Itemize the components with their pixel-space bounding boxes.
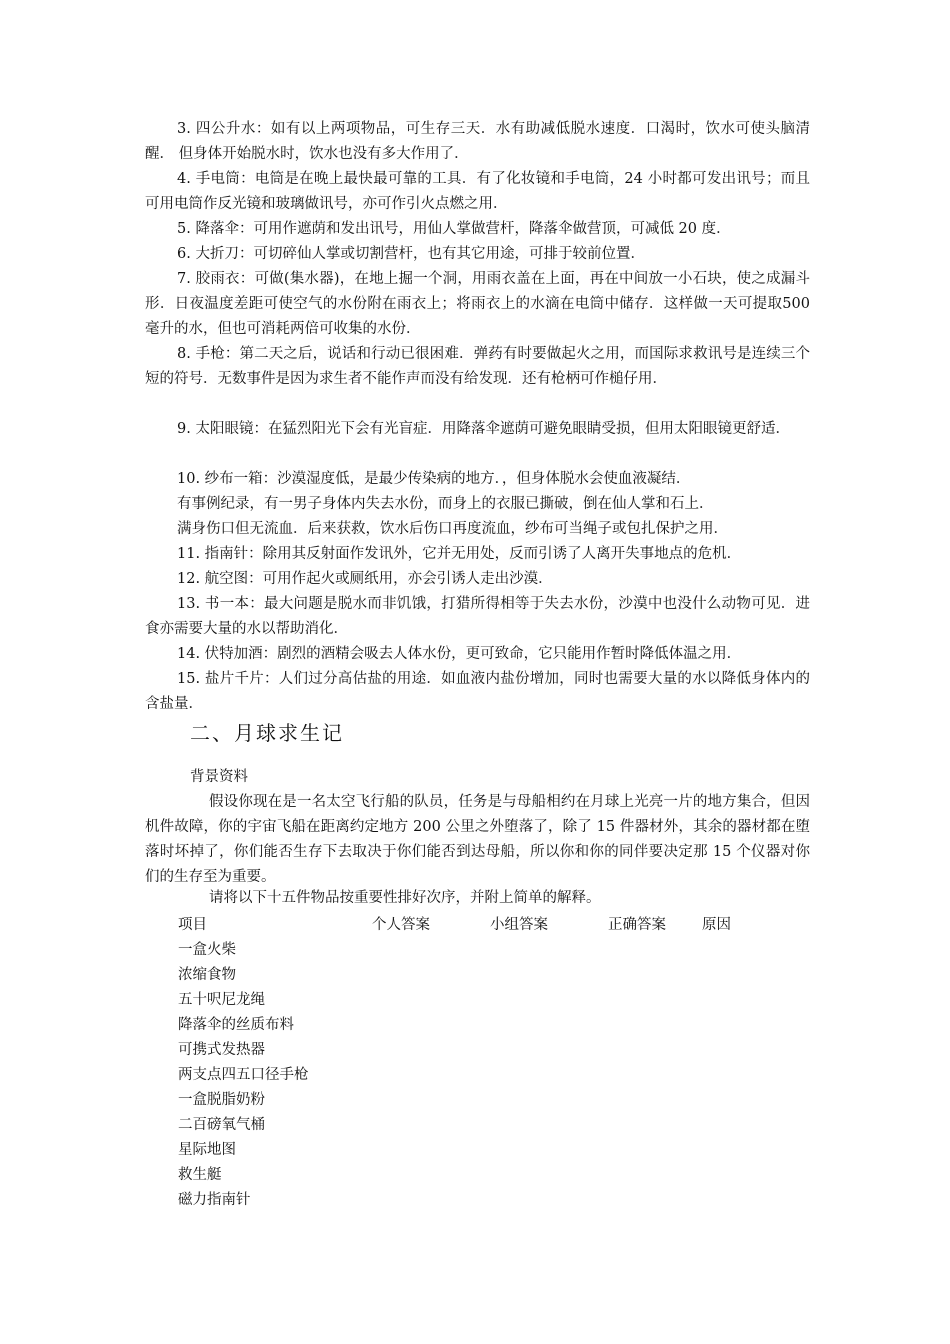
list-item: 磁力指南针	[178, 1192, 251, 1208]
list-item: 浓缩食物	[178, 967, 236, 983]
paragraph-item-5: 5. 降落伞：可用作遮荫和发出讯号，用仙人掌做营杆，降落伞做营顶，可减低 20 度．	[177, 221, 731, 237]
list-item: 可携式发热器	[178, 1042, 265, 1058]
paragraph-item-10-case-cont: 满身伤口但无流血．后来获救，饮水后伤口再度流血，纱布可当绳子或包扎保护之用．	[177, 521, 728, 537]
paragraph-item-9: 9. 太阳眼镜：在猛烈阳光下会有光盲症．用降落伞遮荫可避免眼睛受损，但用太阳眼镜更舒适．	[177, 421, 790, 437]
list-item: 一盒脱脂奶粉	[178, 1092, 265, 1108]
item-list	[178, 938, 309, 1213]
paragraph-item-15: 15. 盐片千片：人们过分高估盐的用途．如血液内盐份增加，同时也需要大量的水以降低身体内的含盐量．	[145, 671, 810, 712]
column-header-correct: 正确答案	[608, 917, 666, 933]
column-header-group: 小组答案	[490, 917, 548, 933]
paragraph-item-11: 11. 指南针：除用其反射面作发讯外，它并无用处，反而引诱了人离开失事地点的危机．	[177, 546, 742, 562]
column-header-item: 项目	[178, 917, 207, 933]
background-intro: 假设你现在是一名太空飞行船的队员，任务是与母船相约在月球上光亮一片的地方集合，但因机件故障，你的宇宙飞船在距离约定地方 200 公里之外堕落了，除了 15 件器材外，其余的器材都在堕落时坏掉了，你们能否生存下去取决于你们能否到达母船，所以你和你的同伴要决定那 15 个仪器对你们的生存至为重要。	[145, 794, 810, 885]
paragraph-item-10-case: 有事例纪录，有一男子身体内失去水份，而身上的衣服已撕破，倒在仙人掌和石上．	[177, 496, 714, 512]
column-header-personal: 个人答案	[372, 917, 430, 933]
paragraph-item-3: 3. 四公升水：如有以上两项物品，可生存三天．水有助减低脱水速度．口渴时，饮水可使头脑清醒． 但身体开始脱水时，饮水也没有多大作用了．	[145, 121, 810, 162]
paragraph-item-6: 6. 大折刀：可切碎仙人掌或切割营杆，也有其它用途，可排于较前位置．	[177, 246, 645, 262]
list-item: 一盒火柴	[178, 942, 236, 958]
answer-table-header	[178, 913, 798, 937]
background-subheading: 背景资料	[190, 769, 248, 785]
paragraph-item-4: 4. 手电筒：电筒是在晚上最快最可靠的工具．有了化妆镜和手电筒，24 小时都可发出讯号；而且可用电筒作反光镜和玻璃做讯号，亦可作引火点燃之用．	[145, 171, 810, 212]
list-item: 两支点四五口径手枪	[178, 1067, 309, 1083]
list-item: 二百磅氧气桶	[178, 1117, 265, 1133]
paragraph-item-8: 8. 手枪：第二天之后，说话和行动已很困难．弹药有时要做起火之用，而国际求救讯号是连续三个短的符号．无数事件是因为求生者不能作声而没有给发现．还有枪柄可作槌仔用．	[145, 346, 810, 387]
list-item: 星际地图	[178, 1142, 236, 1158]
list-item: 降落伞的丝质布料	[178, 1017, 294, 1033]
list-item: 救生艇	[178, 1167, 222, 1183]
section-heading: 二、月球求生记	[190, 721, 344, 745]
paragraph-item-7: 7. 胶雨衣：可做(集水器)，在地上掘一个洞，用雨衣盖在上面，再在中间放一小石块，使之成漏斗形．日夜温度差距可使空气的水份附在雨衣上；将雨衣上的水滴在电筒中储存．这样做一天可提取500毫升的水，但也可消耗两倍可收集的水份．	[145, 271, 810, 337]
column-header-reason: 原因	[702, 917, 731, 933]
paragraph-item-10: 10. 纱布一箱：沙漠湿度低，是最少传染病的地方．，但身体脱水会使血液凝结．	[177, 471, 691, 487]
list-item: 五十呎尼龙绳	[178, 992, 265, 1008]
paragraph-item-12: 12. 航空图：可用作起火或厕纸用，亦会引诱人走出沙漠．	[177, 571, 553, 587]
ranking-instruction: 请将以下十五件物品按重要性排好次序，并附上简单的解释。	[209, 890, 601, 906]
paragraph-item-14: 14. 伏特加酒：剧烈的酒精会吸去人体水份，更可致命，它只能用作暂时降低体温之用．	[177, 646, 742, 662]
paragraph-item-13: 13. 书一本：最大问题是脱水而非饥饿，打猎所得相等于失去水份，沙漠中也没什么动物可见．进食亦需要大量的水以帮助消化．	[145, 596, 810, 637]
